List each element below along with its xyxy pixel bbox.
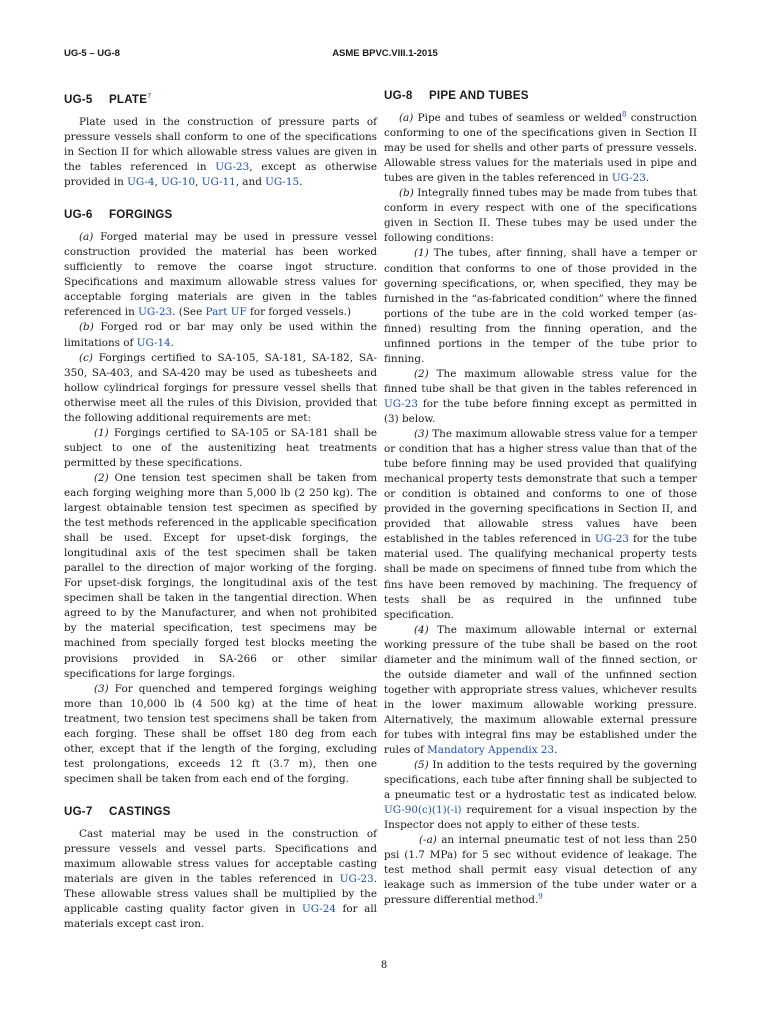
cross-reference-link[interactable]: UG-4 — [127, 176, 155, 189]
paragraph-ug8-b5: (5) In addition to the tests required by the governing specifications, each tube after finning shall be subjected to a pneumatic test or a hydrostatic test as indicated below. UG-90(c)(1)(-i) requirement for a visual inspection by the Inspector does not apply to either of these tests. — [384, 759, 697, 832]
cross-reference-link[interactable]: UG-90(c)(1)(-i) — [384, 804, 462, 817]
paragraph-ug7: Cast material may be used in the construction of pressure vessels and vessel parts. Specifications and maximum allowable stress values for acceptable casting materials are given in the tables referenced in UG-23. These allowable stress values shall be multiplied by the applicable casting quality factor given in UG-24 for all materials except cast iron. — [64, 827, 378, 931]
section-heading-ug8: UG-8 PIPE AND TUBES — [384, 89, 529, 102]
header-document-title: ASME BPVC.VIII.1-2015 — [332, 48, 438, 59]
section-heading-ug7: UG-7 CASTINGS — [64, 804, 171, 818]
cross-reference-link[interactable]: UG-23 — [339, 873, 374, 886]
cross-reference-link[interactable]: UG-23 — [594, 533, 629, 546]
section-heading-ug5: UG-5 PLATE$^7$ — [64, 91, 152, 106]
paragraph-ug6-a: (a) Forged material may be used in pressure vessel construction provided the material has been worked sufficiently to remove the coarse ingot structure. Specifications and maximum allowable stress values for acceptable forging materials are given in the tables referenced in UG-23. (See Part UF for forged vessels.) — [64, 231, 377, 319]
paragraph-ug6-c1: (1) Forgings certified to SA-105 or SA-181 shall be subject to one of the austenitizing heat treatments permitted by these specifications. — [64, 426, 377, 469]
header-section-range: UG-5 – UG-8 — [64, 48, 120, 59]
paragraph-ug5: Plate used in the construction of pressure parts of pressure vessels shall conform to one of the specifications in Section II for which allowable stress values are given in the tables referenced in UG-23, except as otherwise provided in UG-4, UG-10, UG-11, and UG-15. — [64, 115, 377, 189]
paragraph-ug8-b3: (3) The maximum allowable stress value for a temper or condition that has a higher stress value than that of the tube before finning may be used provided that qualifying mechanical property tests demonstrate that such a temper or condition is obtained and conforms to one of those provided in the governing specifications in Section II, and provided that allowable stress values have been established in the tables referenced in UG-23 for the tube material used. The qualifying mechanical property tests shall be made on specimens of finned tube from which the fins have been removed by machining. The frequency of tests shall be as required in the unfinned tube specification. — [384, 428, 697, 621]
cross-reference-link[interactable]: UG-23 — [138, 306, 173, 319]
paragraph-ug6-b: (b) Forged rod or bar may only be used within the limitations of UG-14. — [64, 321, 377, 349]
section-heading-ug6: UG-6 FORGINGS — [64, 208, 173, 222]
paragraph-ug8-b: (b) Integrally finned tubes may be made from tubes that conform in every respect with one of the specifications given in Section II. These tubes may be used under the following conditions: — [384, 187, 697, 245]
cross-reference-link[interactable]: UG-24 — [302, 903, 336, 916]
cross-reference-link[interactable]: Mandatory Appendix 23 — [427, 744, 555, 757]
cross-reference-link[interactable]: UG-11 — [201, 176, 236, 189]
cross-reference-link[interactable]: UG-23 — [611, 172, 646, 185]
cross-reference-link[interactable]: UG-15 — [265, 176, 300, 189]
paragraph-ug6-c3: (3) For quenched and tempered forgings weighing more than 10,000 lb (4 500 kg) at the time of heat treatment, two tension test specimens shall be taken from each forging. These shall be offset 180 deg from each other, except that if the length of the forging, excluding test prolongations, exceeds 12 ft (3.7 m), then one specimen shall be taken from each end of the forging. — [64, 682, 377, 785]
cross-reference-link[interactable]: UG-14 — [136, 336, 171, 349]
footnote-ref[interactable]: 8 — [622, 110, 627, 119]
footnote-ref[interactable]: 9 — [538, 893, 543, 902]
paragraph-ug6-c2: (2) One tension test specimen shall be taken from each forging weighing more than 5,000 lb (2 250 kg). The largest obtainable tension test specimen as specified by the test methods referenced in the applicable specification shall be used. Except for upset-disk forgings, the longitudinal axis of the test specimen shall be taken parallel to the direction of major working of the forging. For upset-disk forgings, the longitudinal axis of the test specimen shall be taken in the tangential direction. When agreed to by the Manufacturer, and when not prohibited by the material specification, test specimens may be machined from specially forged test blocks meeting the provisions provided in SA-266 or other similar specifications for large forgings. — [64, 471, 377, 680]
paragraph-ug8-b4: (4) The maximum allowable internal or external working pressure of the tube shall be based on the root diameter and the minimum wall of the finned section, or the outside diameter and wall of the unfinned section together with appropriate stress values, whichever results in the lower maximum allowable working pressure. Alternatively, the maximum allowable external pressure for tubes with integral fins may be established under the rules of Mandatory Appendix 23. — [384, 623, 697, 757]
page-number: 8 — [380, 960, 388, 971]
paragraph-ug8-b2: (2) The maximum allowable stress value for the finned tube shall be that given in the tables referenced in UG-23 for the tube before finning except as permitted in (3) below. — [384, 367, 697, 425]
cross-reference-link[interactable]: UG-23 — [384, 397, 418, 410]
paragraph-ug8-b5a: (-a) an internal pneumatic test of not less than 250 psi (1.7 MPa) for 5 sec without evidence of leakage. The test method shall permit easy visual detection of any leakage such as immersion of the tube under water or a pressure differential method.$^9$ — [384, 834, 697, 907]
left-column — [64, 88, 377, 932]
paragraph-ug8-b1: (1) The tubes, after finning, shall have a temper or condition that conforms to one of those provided in the governing specifications, or, when specified, they may be furnished in the “as-fabricated condition” where the finned portions of the tube are in the cold worked temper (as-finned) resulting from the finning operation, and the unfinned portions in the temper of the tube prior to finning. — [384, 247, 697, 365]
cross-reference-link[interactable]: Part UF — [205, 306, 247, 319]
right-column — [384, 88, 697, 909]
cross-reference-link[interactable]: UG-10 — [161, 176, 196, 189]
paragraph-ug6-c: (c) Forgings certified to SA-105, SA-181, SA-182, SA-350, SA-403, and SA-420 may be used as tubesheets and hollow cylindrical forgings for pressure vessel shells that otherwise meet all the rules of this Division, provided that the following additional requirements are met: — [64, 351, 377, 424]
footnote-ref[interactable]: 7 — [147, 91, 152, 100]
cross-reference-link[interactable]: UG-23 — [215, 161, 250, 174]
running-header — [64, 48, 706, 62]
paragraph-ug8-a: (a) Pipe and tubes of seamless or welded$^8$ construction conforming to one of the specifications given in Section II may be used for shells and other parts of pressure vessels. Allowable stress values for the materials used in pipe and tubes are given in the tables referenced in UG-23. — [384, 110, 697, 185]
